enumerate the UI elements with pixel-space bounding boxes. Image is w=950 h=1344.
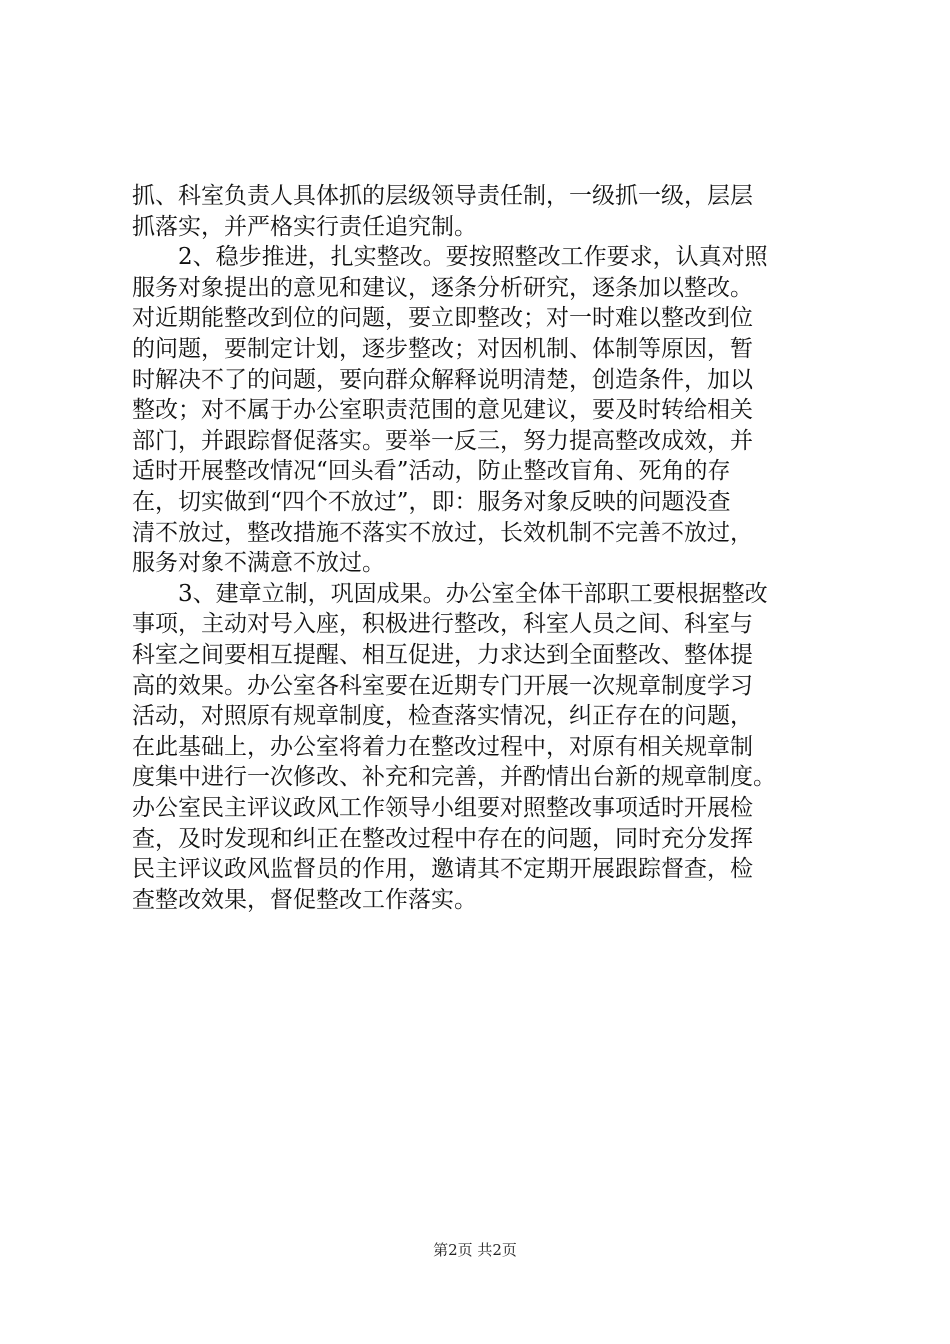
- text-line: 2、稳步推进，扎实整改。要按照整改工作要求，认真对照: [132, 244, 768, 271]
- text-line: 办公室民主评议政风工作领导小组要对照整改事项适时开展检: [132, 795, 753, 821]
- text-line: 民主评议政风监督员的作用，邀请其不定期开展跟踪督查，检: [132, 856, 753, 883]
- text-line: 事项，主动对号入座，积极进行整改，科室人员之间、科室与: [132, 611, 753, 638]
- text-line: 在此基础上，办公室将着力在整改过程中，对原有相关规章制: [132, 733, 753, 760]
- text-line: 时解决不了的问题，要向群众解释说明清楚，创造条件，加以: [132, 366, 753, 393]
- text-line: 查，及时发现和纠正在整改过程中存在的问题，同时充分发挥: [132, 825, 753, 852]
- text-line: 部门，并跟踪督促落实。要举一反三，努力提高整改成效，并: [132, 427, 753, 454]
- text-line: 抓落实，并严格实行责任追究制。: [132, 213, 477, 240]
- text-line: 度集中进行一次修改、补充和完善，并酌情出台新的规章制度。: [132, 764, 776, 791]
- text-line: 活动，对照原有规章制度，检查落实情况，纠正存在的问题，: [132, 703, 753, 730]
- text-line: 的问题，要制定计划，逐步整改；对因机制、体制等原因，暂: [132, 336, 753, 362]
- text-line: 在，切实做到“四个不放过”，即：服务对象反映的问题没查: [132, 489, 731, 515]
- text-line: 整改；对不属于办公室职责范围的意见建议，要及时转给相关: [132, 397, 753, 424]
- text-line: 服务对象提出的意见和建议，逐条分析研究，逐条加以整改。: [132, 274, 753, 301]
- text-line: 适时开展整改情况“回头看”活动，防止整改盲角、死角的存: [132, 458, 731, 485]
- text-line: 对近期能整改到位的问题，要立即整改；对一时难以整改到位: [132, 305, 753, 332]
- page-footer: 第2页 共2页: [433, 1241, 517, 1259]
- text-line: 服务对象不满意不放过。: [132, 550, 385, 577]
- text-line: 3、建章立制，巩固成果。办公室全体干部职工要根据整改: [132, 580, 768, 607]
- text-line: 清不放过，整改措施不落实不放过，长效机制不完善不放过，: [132, 519, 753, 546]
- text-line: 高的效果。办公室各科室要在近期专门开展一次规章制度学习: [132, 672, 753, 699]
- text-line: 查整改效果，督促整改工作落实。: [132, 886, 477, 913]
- text-line: 科室之间要相互提醒、相互促进，力求达到全面整改、整体提: [132, 642, 753, 668]
- text-line: 抓、科室负责人具体抓的层级领导责任制，一级抓一级，层层: [132, 183, 753, 209]
